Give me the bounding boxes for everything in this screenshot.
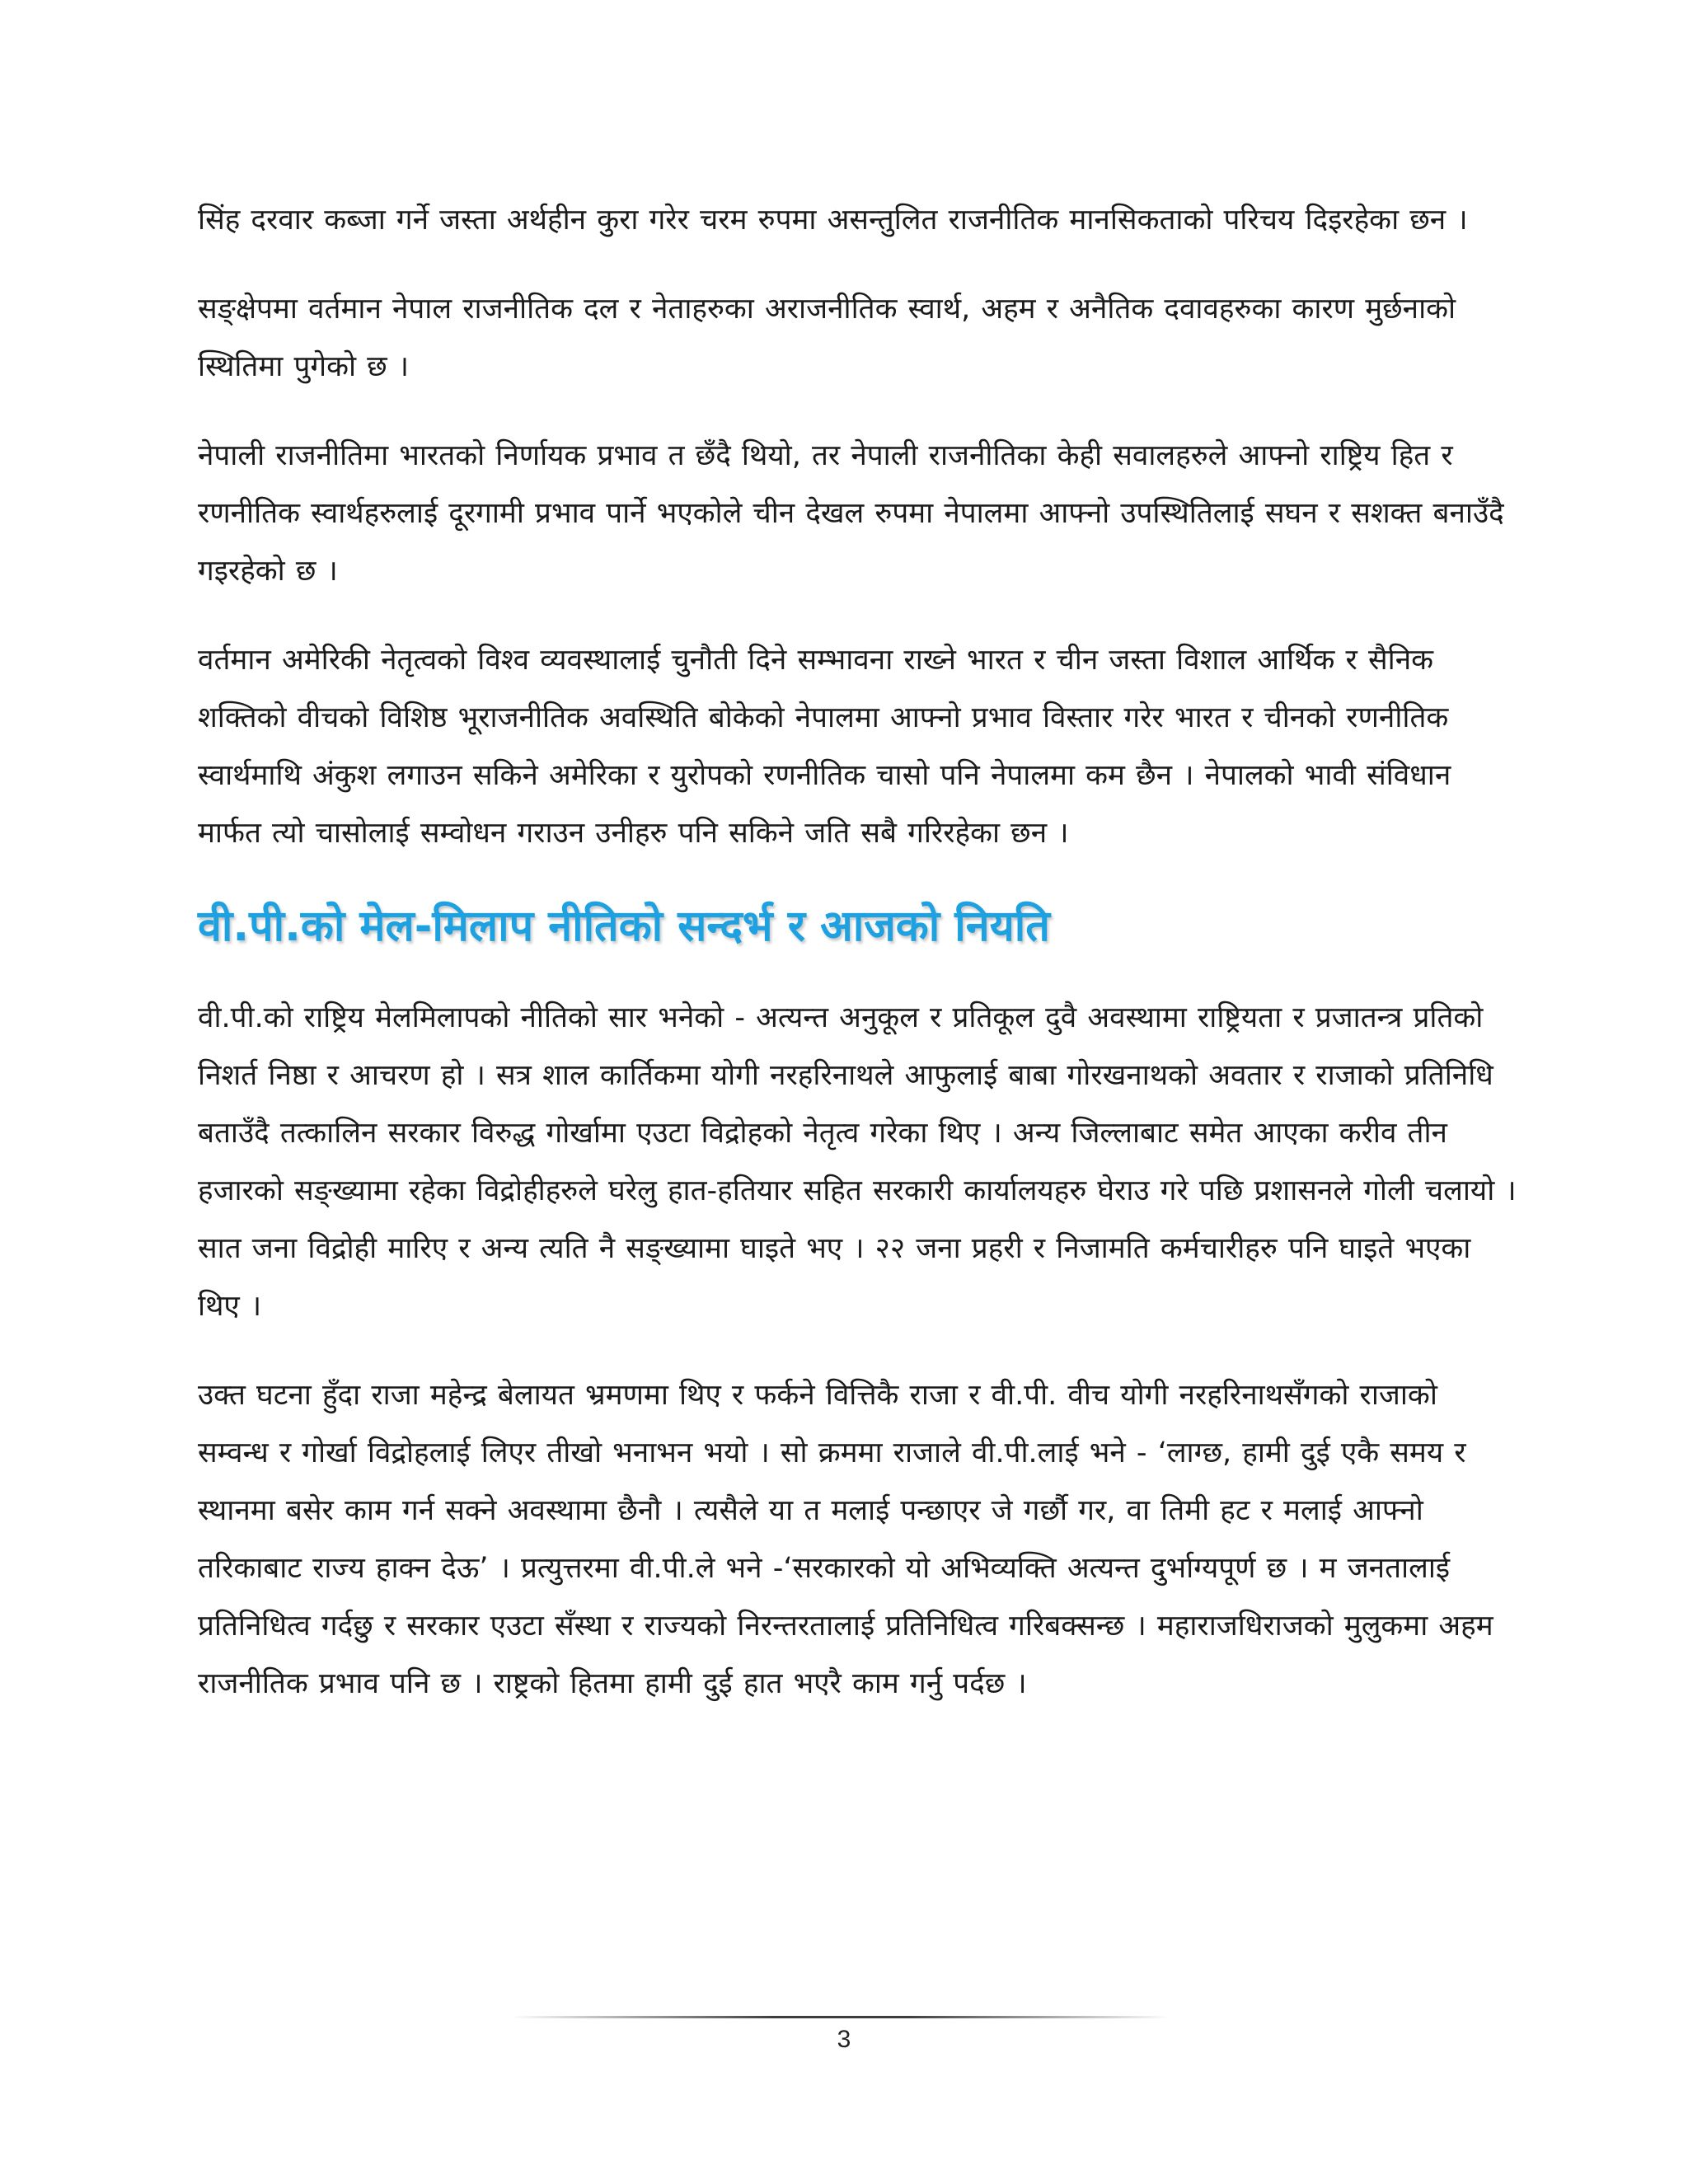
paragraph-3: नेपाली राजनीतिमा भारतको निर्णायक प्रभाव त छँदै थियो, तर नेपाली राजनीतिका केही सवालहरुले आफ्नो राष्ट्रिय हित र रणनीतिक स्वार्थहरुलाई दूरगामी प्रभाव पार्ने भएकोले चीन देखल रुपमा नेपालमा आफ्नो उपस्थितिलाई सघन र सशक्त बनाउँदै गइरहेको छ । [198, 439, 1504, 588]
paragraph-4: वर्तमान अमेरिकी नेतृत्वको विश्व व्यवस्थालाई चुनौती दिने सम्भावना राख्ने भारत र चीन जस्ता विशाल आर्थिक र सैनिक शक्तिको वीचको विशिष्ठ भूराजनीतिक अवस्थिति बोकेको नेपालमा आफ्नो प्रभाव विस्तार गरेर भारत र चीनको रणनीतिक स्वार्थमाथि अंकुश लगाउन सकिने अमेरिका र युरोपको रणनीतिक चासो पनि नेपालमा कम छैन । नेपालको भावी संविधान मार्फत त्यो चासोलाई सम्वोधन गराउन उनीहरु पनि सकिने जति सबै गरिरहेका छन । [198, 644, 1451, 850]
page-content [198, 191, 1517, 1744]
paragraph-1: सिंह दरवार कब्जा गर्ने जस्ता अर्थहीन कुरा गरेर चरम रुपमा असन्तुलित राजनीतिक मानसिकताको परिचय दिइरहेका छन । [198, 204, 1468, 237]
section-heading: वी.पी.को मेल-मिलाप नीतिको सन्दर्भ र आजको नियति [198, 902, 1050, 951]
page-number: 3 [837, 2026, 851, 2053]
footer-divider [511, 2016, 1170, 2018]
paragraph-5: वी.पी.को राष्ट्रिय मेलमिलापको नीतिको सार भनेको - अत्यन्त अनुकूल र प्रतिकूल दुवै अवस्थामा राष्ट्रियता र प्रजातन्त्र प्रतिको निशर्त निष्ठा र आचरण हो । सत्र शाल कार्तिकमा योगी नरहरिनाथले आफुलाई बाबा गोरखनाथको अवतार र राजाको प्रतिनिधि बताउँदै तत्कालिन सरकार विरुद्ध गोर्खामा एउटा विद्रोहको नेतृत्व गरेका थिए । अन्य जिल्लाबाट समेत आएका करीव तीन हजारको सङ्ख्यामा रहेका विद्रोहीहरुले घरेलु हात-हतियार सहित सरकारी कार्यालयहरु घेराउ गरे पछि प्रशासनले गोली चलायो । सात जना विद्रोही मारिए र अन्य त्यति नै सङ्ख्यामा घाइते भए । २२ जना प्रहरी र निजामति कर्मचारीहरु पनि घाइते भएका थिए । [198, 1001, 1517, 1323]
paragraph-6: उक्त घटना हुँदा राजा महेन्द्र बेलायत भ्रमणमा थिए र फर्कने वित्तिकै राजा र वी.पी. वीच योगी नरहरिनाथसँगको राजाको सम्वन्ध र गोर्खा विद्रोहलाई लिएर तीखो भनाभन भयो । सो क्रममा राजाले वी.पी.लाई भने - ‘लाग्छ, हामी दुई एकै समय र स्थानमा बसेर काम गर्न सक्ने अवस्थामा छैनौ । त्यसैले या त मलाई पन्छाएर जे गर्छौ गर, वा तिमी हट र मलाई आफ्नो तरिकाबाट राज्य हाक्न देऊ’ । प्रत्युत्तरमा वी.पी.ले भने -‘सरकारको यो अभिव्यक्ति अत्यन्त दुर्भाग्यपूर्ण छ । म जनतालाई प्रतिनिधित्व गर्दछु र सरकार एउटा सँस्था र राज्यको निरन्तरतालाई प्रतिनिधित्व गरिबक्सन्छ । महाराजधिराजको मुलुकमा अहम राजनीतिक प्रभाव पनि छ । राष्ट्रको हितमा हामी दुई हात भएरै काम गर्नु पर्दछ । [198, 1379, 1493, 1700]
paragraph-2: सङ्क्षेपमा वर्तमान नेपाल राजनीतिक दल र नेताहरुका अराजनीतिक स्वार्थ, अहम र अनैतिक दवावहरुका कारण मुर्छनाको स्थितिमा पुगेको छ । [198, 293, 1456, 383]
